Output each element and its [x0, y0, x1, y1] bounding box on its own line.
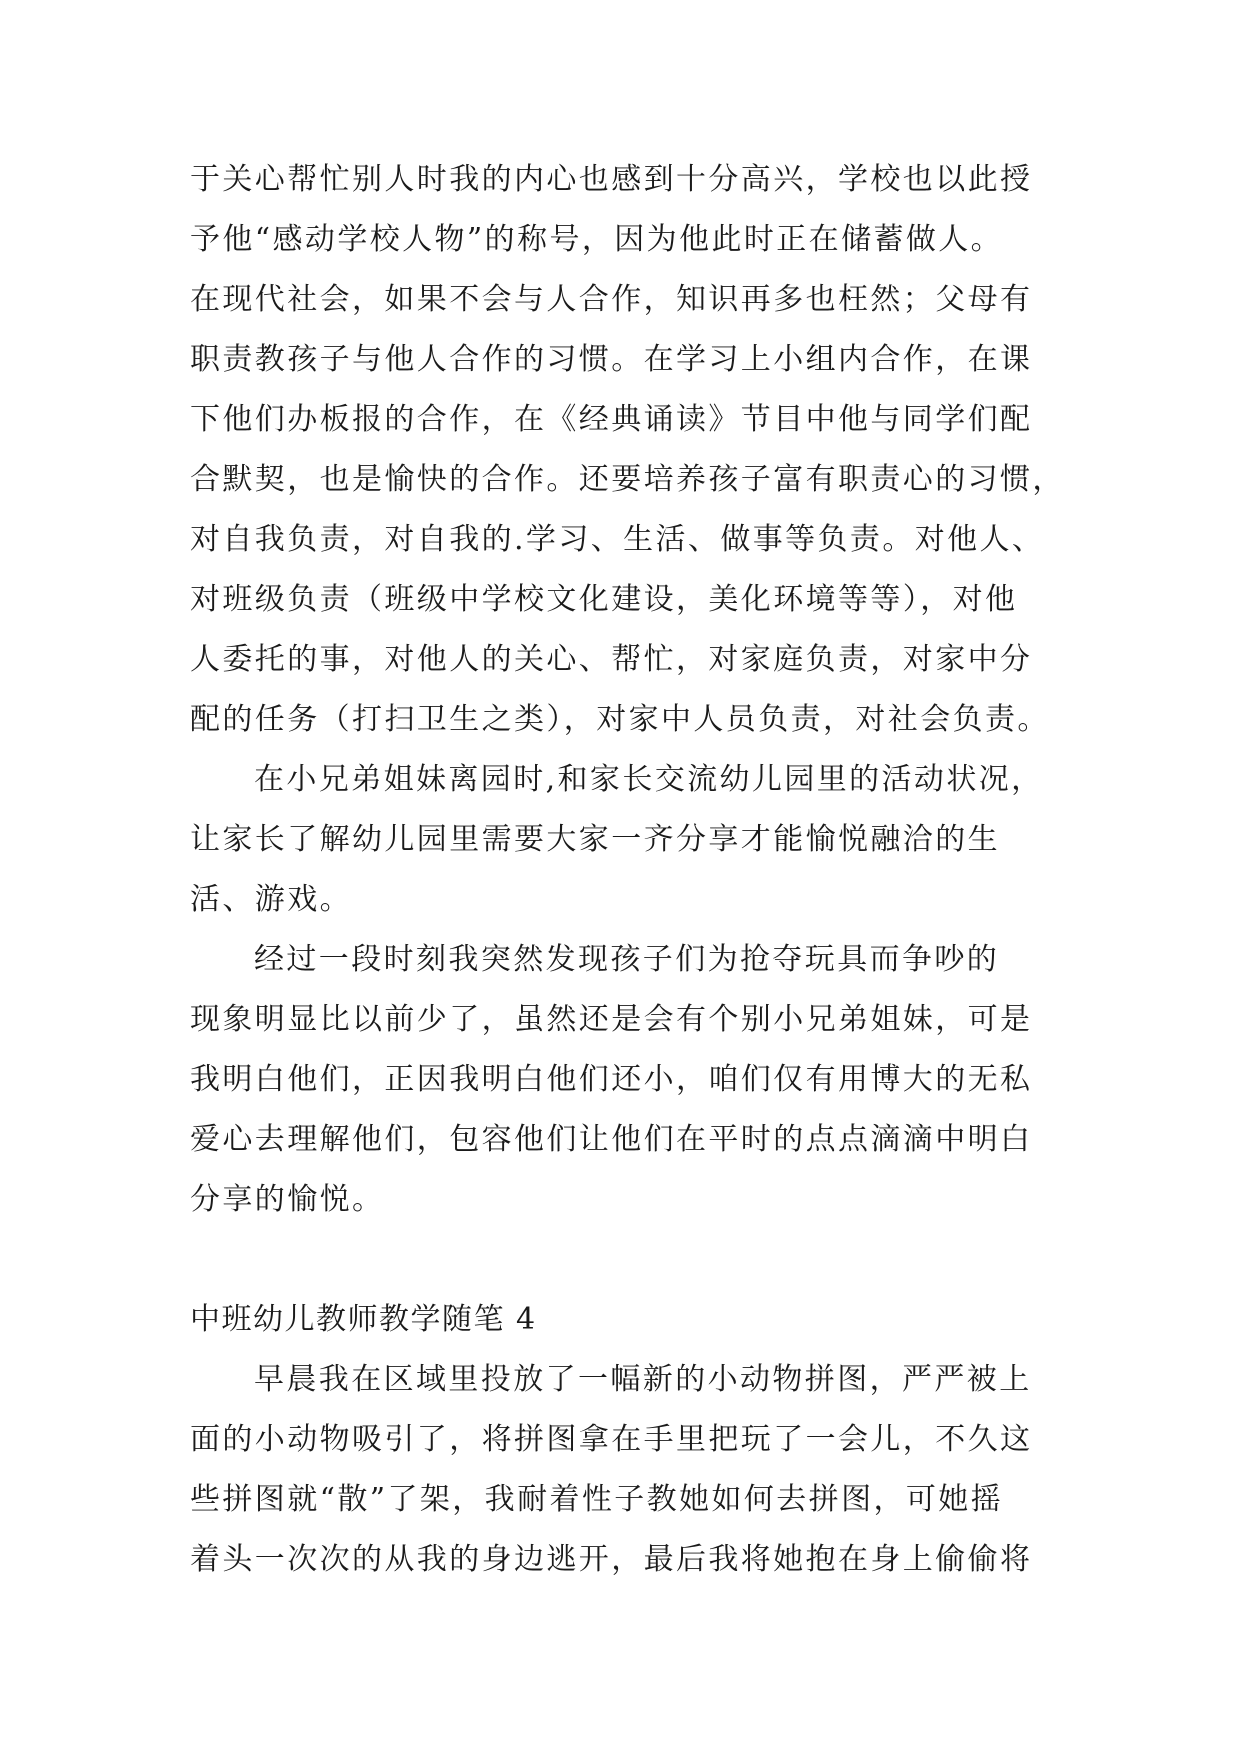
document-body	[190, 150, 1070, 1590]
text-line: 爱心去理解他们，包容他们让他们在平时的点点滴滴中明白	[190, 1122, 1033, 1157]
text-line: 在现代社会，如果不会与人合作，知识再多也枉然；父母有	[190, 282, 1033, 317]
text-line: 在小兄弟姐妹离园时,和家长交流幼儿园里的活动状况，	[254, 762, 1044, 797]
text-line: 下他们办板报的合作，在《经典诵读》节目中他与同学们配	[190, 402, 1033, 437]
text-line: 现象明显比以前少了，虽然还是会有个别小兄弟姐妹，可是	[190, 1002, 1033, 1037]
paragraph-1	[190, 150, 1070, 750]
text-line: 些拼图就“散”了架，我耐着性子教她如何去拼图，可她摇	[190, 1482, 1004, 1517]
text-line: 面的小动物吸引了，将拼图拿在手里把玩了一会儿，不久这	[190, 1422, 1033, 1457]
section-spacer	[190, 1230, 1070, 1290]
text-line: 活、游戏。	[190, 882, 352, 917]
text-line: 予他“感动学校人物”的称号，因为他此时正在储蓄做人。	[190, 222, 1004, 257]
text-line: 让家长了解幼儿园里需要大家一齐分享才能愉悦融洽的生	[190, 822, 1000, 857]
text-line: 对自我负责，对自我的.学习、生活、做事等负责。对他人、	[190, 522, 1045, 557]
text-line: 配的任务（打扫卫生之类），对家中人员负责，对社会负责。	[190, 702, 1050, 737]
text-line: 分享的愉悦。	[190, 1182, 385, 1217]
text-line: 职责教孩子与他人合作的习惯。在学习上小组内合作，在课	[190, 342, 1033, 377]
paragraph-4	[190, 1350, 1070, 1590]
text-line: 于关心帮忙别人时我的内心也感到十分高兴，学校也以此授	[190, 162, 1033, 197]
text-line: 经过一段时刻我突然发现孩子们为抢夺玩具而争吵的	[254, 942, 1000, 977]
text-line: 人委托的事，对他人的关心、帮忙，对家庭负责，对家中分	[190, 642, 1033, 677]
text-line: 早晨我在区域里投放了一幅新的小动物拼图，严严被上	[254, 1362, 1032, 1397]
text-line: 着头一次次的从我的身边逃开，最后我将她抱在身上偷偷将	[190, 1542, 1033, 1577]
section-title: 中班幼儿教师教学随笔 4	[190, 1302, 537, 1337]
text-line: 合默契，也是愉快的合作。还要培养孩子富有职责心的习惯，	[190, 462, 1065, 497]
paragraph-3	[190, 930, 1070, 1230]
text-line: 我明白他们，正因我明白他们还小，咱们仅有用博大的无私	[190, 1062, 1033, 1097]
paragraph-2	[190, 750, 1070, 930]
text-line: 对班级负责（班级中学校文化建设，美化环境等等），对他	[190, 582, 1018, 617]
